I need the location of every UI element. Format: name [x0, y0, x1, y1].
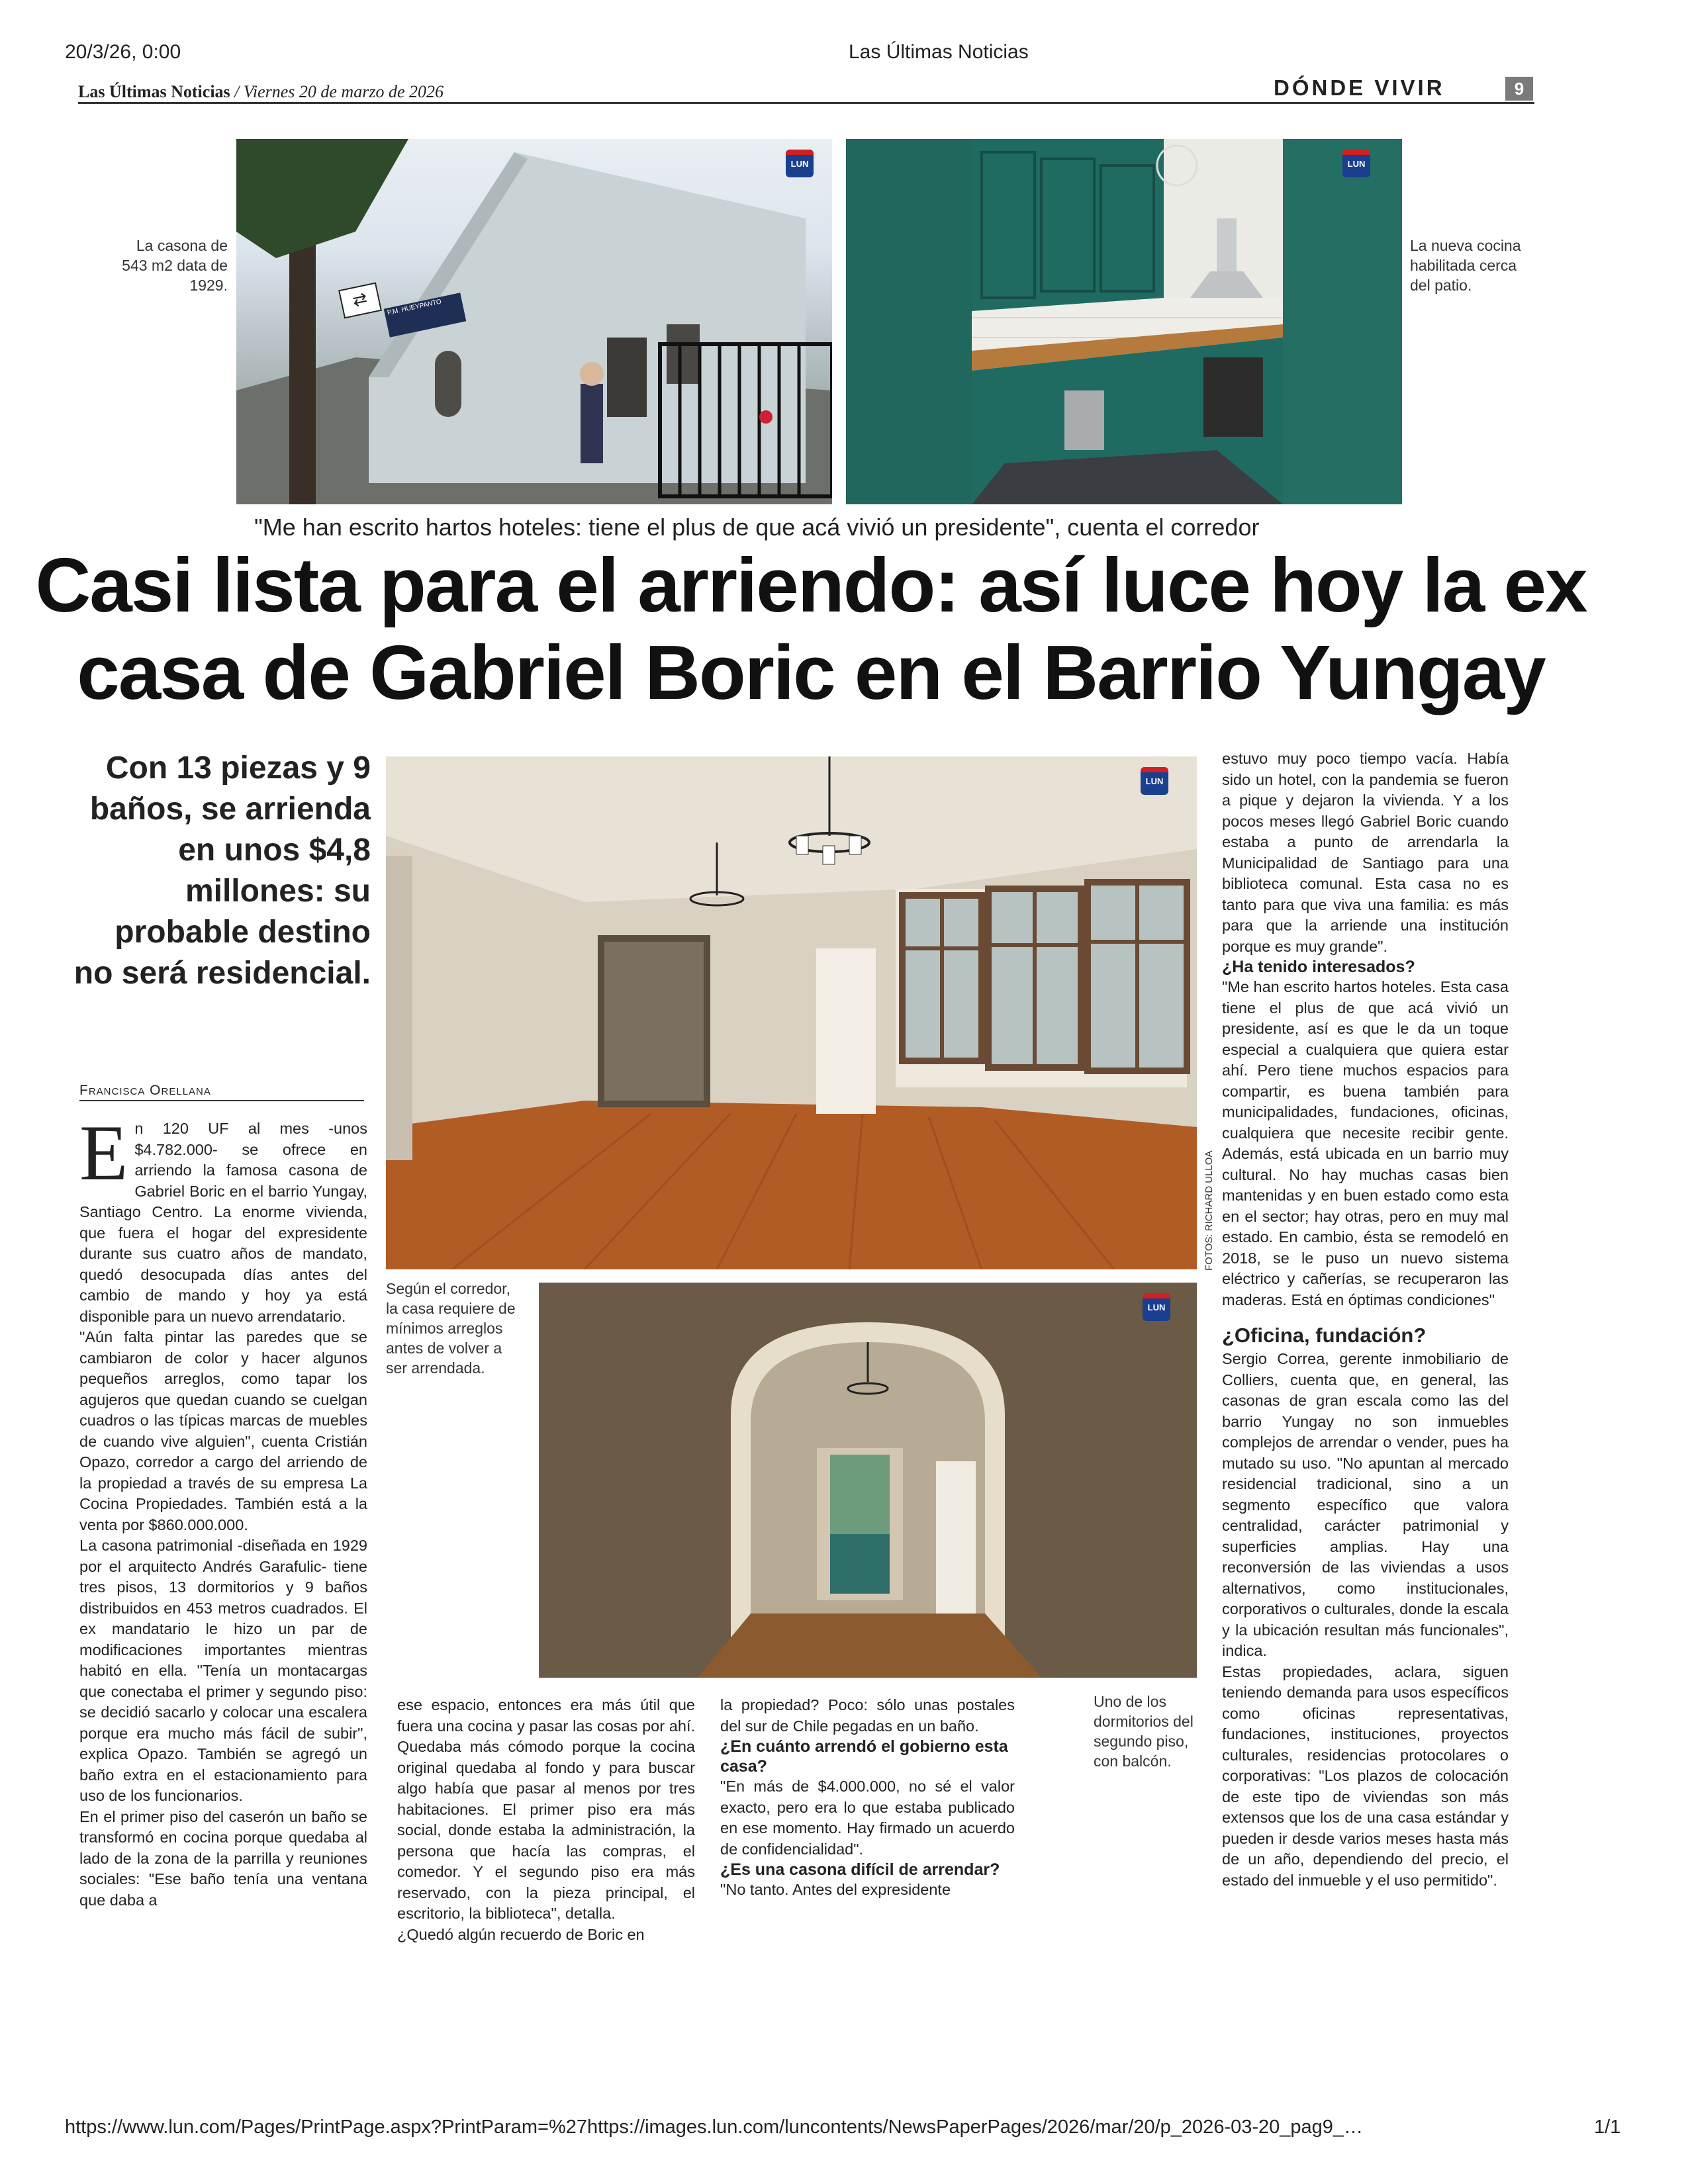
photo-exterior: [236, 139, 832, 504]
print-url[interactable]: https://www.lun.com/Pages/PrintPage.aspx?PrintParam=%27https://images.lun.com/luncontents/NewsPaperPages/2026/mar/20/p_2026-03-20_pag9_…: [65, 2116, 1364, 2138]
lun-logo-icon: LUN: [1141, 767, 1168, 795]
masthead-rule: [78, 102, 1534, 104]
masthead-date: / Viernes 20 de marzo de 2026: [234, 82, 444, 101]
caption-bedroom: Uno de los dormitorios del segundo piso, con balcón.: [1094, 1693, 1194, 1770]
column-3-para-3: "No tanto. Antes del expresidente: [720, 1881, 951, 1898]
column-4-para-3: Sergio Correa, gerente inmobiliario de Colliers, cuenta que, en general, las casonas de gran escala como las del barrio Yungay no son inmuebles complejos de arrendar o vender, pues ha mutado su uso. "No apuntan al mercado residencial tradicional, sino a un segmento específico que valora centralidad, carácter patrimonial y superficies amplias. Hay una reconversión de las viviendas a usos alternativos, como institucionales, corporativos o culturales, donde la escala y la ubicación resultan más funcionales", indica. Estas propiedades, aclara, siguen teniendo demanda para usos específicos como oficinas representativas, fundaciones, instituciones, proyectos culturales, residencias protocolares o corporativas: "Los plazos de colocación de este tipo de viviendas son más extensos que los de una casa estándar y pueden ir desde varios meses hasta más de un año, dependiendo del precio, el estado del inmueble y el uso permitido".: [1222, 1350, 1509, 1889]
masthead-paper: [78, 82, 444, 102]
masthead-paper-name: Las Últimas Noticias: [78, 82, 230, 101]
bedroom-illustration: [539, 1283, 1197, 1678]
lun-logo-icon: LUN: [1342, 150, 1370, 177]
room-illustration: [386, 756, 1197, 1269]
article-column-1: [79, 1118, 367, 1946]
caption-kitchen: La nueva cocina habilitada cerca del patio.: [1410, 237, 1521, 294]
lun-logo-icon: LUN: [1143, 1293, 1170, 1321]
print-datetime: 20/3/26, 0:00: [65, 41, 181, 63]
column-3-para-1: la propiedad? Poco: sólo unas postales del sur de Chile pegadas en un baño.: [720, 1696, 1015, 1735]
column-4-question-1: ¿Ha tenido interesados?: [1222, 958, 1415, 976]
photo-credit: FOTOS: RICHARD ULLOA: [1203, 1150, 1215, 1271]
column-4-para-1: estuvo muy poco tiempo vacía. Había sido un hotel, con la pandemia se fueron a pique y dejaron la vivienda. Y a los pocos meses llegó Gabriel Boric cuando estaba a punto de arrendarla la Municipalidad de Santiago para una biblioteca comunal. Esta casa no es tanto para que viva una familia: es más para que la arriende una institución porque es muy grande".: [1222, 750, 1509, 955]
photo-room: [386, 756, 1197, 1269]
print-page-title: Las Últimas Noticias: [849, 41, 1029, 63]
article-headline: [0, 541, 1622, 716]
article-lead: Con 13 piezas y 9 baños, se arrienda en unos $4,8 millones: su probable destino no será residencial.: [73, 751, 371, 991]
photo-kitchen: [846, 139, 1402, 504]
byline-rule: [79, 1100, 364, 1101]
article-column-2: [397, 1695, 695, 1960]
arrow-sign-icon: ⇄: [338, 282, 382, 318]
article-dropcap: E: [79, 1118, 128, 1197]
lun-logo-icon: LUN: [786, 150, 814, 177]
print-page-count: 1/1: [1594, 2116, 1621, 2138]
column-1-text: n 120 UF al mes -unos $4.782.000- se ofrece en arriendo la famosa casona de Gabriel Boric en el barrio Yungay, Santiago Centro. La enorme vivienda, que fuera el hogar del expresidente durante sus cuatro años de mandato, quedó desocupada días antes del cambio de mando y hoy ya está disponible para un nuevo arrendatario. "Aún falta pintar las paredes que se cambiaron de color y hacer algunos pequeños arreglos, como tapar los agujeros que quedan cuando se cuelgan cuadros o las típicas marcas de muebles de cuando vive alguien", cuenta Cristián Opazo, corredor a cargo del arriendo de la propiedad a través de su empresa La Cocina Propiedades. También está a la venta por $860.000.000. La casona patrimonial -diseñada en 1929 por el arquitecto Andrés Garafulic- tiene tres pisos, 13 dormitorios y 9 baños distribuidos en 453 metros cuadrados. El ex mandatario le hizo un par de modificaciones importantes mientras habitó en ella. "Tenía un montacargas que conectaba el primer y segundo piso: se decidió sacarlo y colocar una escalera porque era mucho más fácil de subir", explica Opazo. También se agregó un baño extra en el estacionamiento para uso de los funcionarios. En el primer piso del caserón un baño se transformó en cocina porque quedaba al lado de la zona de la parrilla y reuniones sociales: "Ese baño tenía una ventana que daba a: [79, 1120, 367, 1909]
exterior-illustration: [236, 139, 832, 504]
caption-room: Según el corredor, la casa requiere de mínimos arreglos antes de volver a ser arrendada.: [386, 1280, 516, 1377]
column-4-para-2: "Me han escrito hartos hoteles. Esta casa tiene el plus de que acá vivió un presidente, así es que le da un toque especial a cualquiera que quiera estar ahí. Pero tiene muchos espacios para compartir, es buena también para municipalidades, fundaciones, oficinas, cualquiera que necesite recibir gente. Además, está ubicada en un barrio muy cultural. No hay muchas casas bien mantenidas y en buen estado como esta en el sector; hay otras, pero en muy mal estado. En cambio, ésta se remodeló en 2018, se le puso un nuevo sistema eléctrico y cañerías, se recuperaron las maderas. Está en óptimas condiciones": [1222, 978, 1509, 1308]
photo-bedroom: [539, 1283, 1197, 1678]
section-title: DÓNDE VIVIR: [1274, 75, 1445, 100]
column-2-text: ese espacio, entonces era más útil que fuera una cocina y pasar las cosas por ahí. Quedaba más cómodo porque la cocina original quedaba al fondo y para buscar algo había que pasar al menos por tres habitaciones. El primer piso era más social, donde estaba la administración, la persona que hacía las compras, el comedor. Y el segundo piso era más reservado, con la pieza principal, el escritorio, la biblioteca", detalla. ¿Quedó algún recuerdo de Boric en: [397, 1696, 695, 1943]
kitchen-illustration: [846, 139, 1402, 504]
column-3-question-2: ¿Es una casona difícil de arrendar?: [720, 1860, 1000, 1879]
page-number-badge: 9: [1505, 77, 1533, 101]
headline-line-2: casa de Gabriel Boric en el Barrio Yungay: [77, 629, 1545, 715]
article-column-4: [1222, 749, 1509, 1960]
street-sign: P.M. HUEYPANTO: [384, 293, 467, 338]
article-column-3: [720, 1695, 1015, 1960]
article-byline: Francisca Orellana: [79, 1083, 211, 1098]
caption-exterior: La casona de 543 m2 data de 1929.: [122, 237, 228, 294]
column-3-para-2: "En más de $4.000.000, no sé el valor exacto, pero era lo que estaba publicado en ese momento. Hay firmado un acuerdo de confidencialidad".: [720, 1778, 1015, 1858]
column-3-question-1: ¿En cuánto arrendó el gobierno esta casa?: [720, 1737, 1008, 1776]
headline-line-1: Casi lista para el arriendo: así luce hoy la ex: [35, 542, 1587, 628]
photo-credit-wrap: [1203, 1125, 1217, 1271]
column-4-subhead: ¿Oficina, fundación?: [1222, 1324, 1427, 1347]
article-kicker: "Me han escrito hartos hoteles: tiene el plus de que acá vivió un presidente", cuenta el corredor: [254, 514, 1260, 541]
